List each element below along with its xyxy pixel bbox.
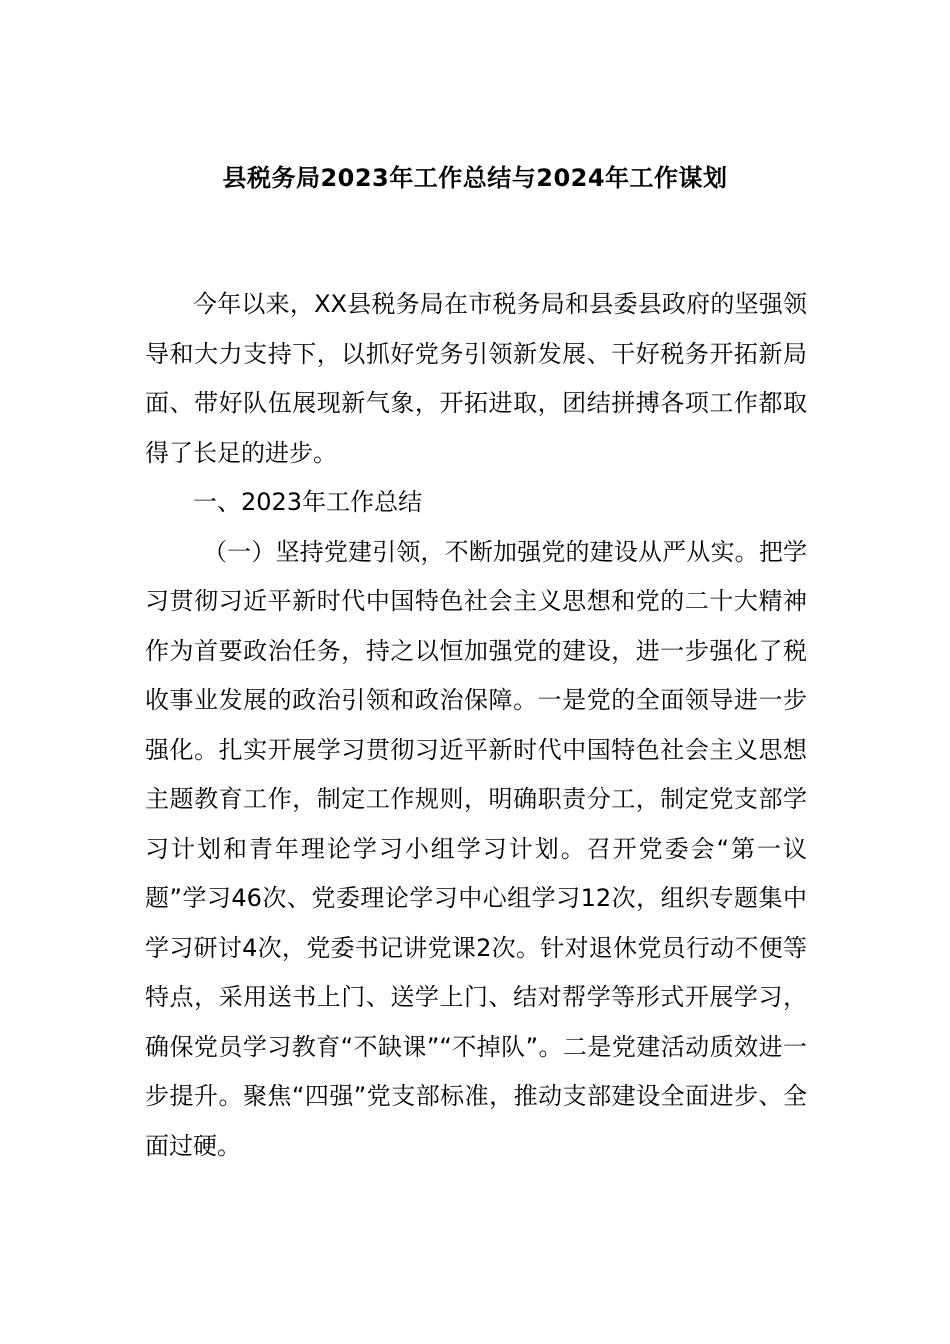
- subsection-paragraph: （一）坚持党建引领，不断加强党的建设从严从实。把学习贯彻习近平新时代中国特色社会主义思想和党的二十大精神作为首要政治任务，持之以恒加强党的建设，进一步强化了税收事业发展的政治引领和政治保障。一是党的全面领导进一步强化。扎实开展学习贯彻习近平新时代中国特色社会主义思想主题教育工作，制定工作规则，明确职责分工，制定党支部学习计划和青年理论学习小组学习计划。召开党委会“第一议题”学习46次、党委理论学习中心组学习12次，组织专题集中学习研讨4次，党委书记讲党课2次。针对退休党员行动不便等特点，采用送书上门、送学上门、结对帮学等形式开展学习，确保党员学习教育“不缺课”“不掉队”。二是党建活动质效进一步提升。聚焦“四强”党支部标准，推动支部建设全面进步、全面过硬。: [145, 537, 807, 1160]
- document-title: 县税务局2023年工作总结与2024年工作谋划: [222, 164, 728, 192]
- intro-paragraph: 今年以来，XX县税务局在市税务局和县委县政府的坚强领导和大力支持下，以抓好党务引领新发展、干好税务开拓新局面、带好队伍展现新气象，开拓进取，团结拼搏各项工作都取得了长足的进步。: [145, 290, 807, 467]
- section-heading: 一、2023年工作总结: [193, 488, 423, 516]
- document-body: [145, 280, 807, 1171]
